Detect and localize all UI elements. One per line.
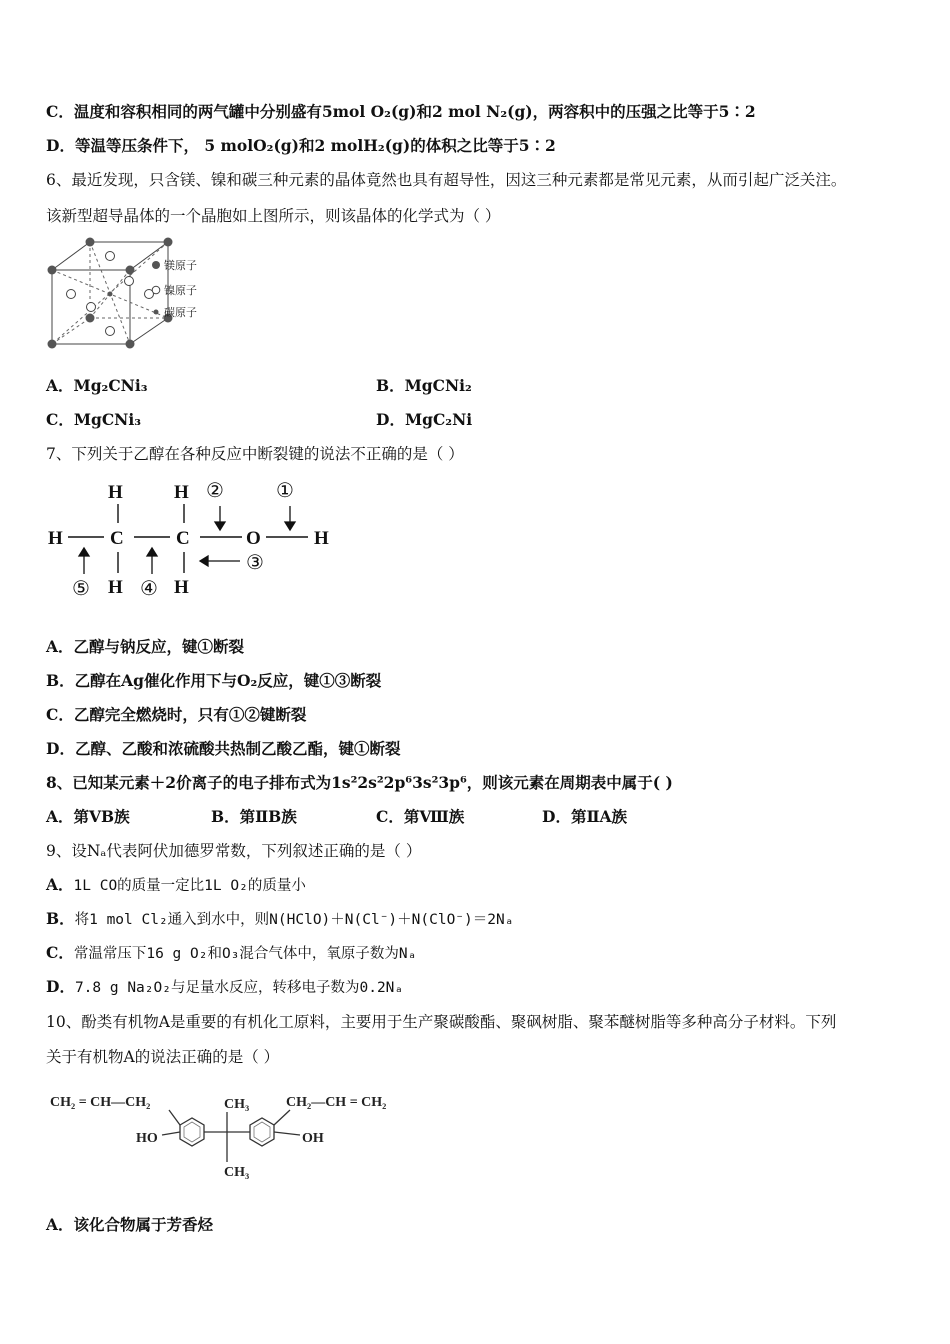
crystal-cell-figure — [40, 234, 210, 356]
option-text: 7.8 g Na₂O₂与足量水反应，转移电子数为0.2Nₐ — [74, 980, 404, 996]
q10-stem-line1: 10、酚类有机物A是重要的有机化工原料，主要用于生产聚碳酸酯、聚砜树脂、聚苯醚树脂等多种高分子材料。下列 — [46, 1013, 837, 1031]
q6-stem-line2: 该新型超导晶体的一个晶胞如上图所示，则该晶体的化学式为（ ） — [46, 207, 501, 225]
q8-option-d — [542, 807, 627, 827]
q9-option-c — [46, 943, 416, 964]
option-label: D． — [46, 739, 75, 758]
option-label: A． — [46, 807, 74, 826]
atom-h-top-left: H — [108, 482, 123, 503]
q9-option-b — [46, 909, 513, 930]
option-text: MgC₂Ni — [404, 410, 473, 429]
q5-option-c — [46, 102, 756, 122]
option-label: B． — [46, 671, 75, 690]
left-hydroxyl: HO — [136, 1131, 158, 1146]
bond-label-3: ③ — [246, 552, 264, 574]
option-text: MgCNi₃ — [73, 410, 142, 429]
option-label: A． — [46, 1215, 74, 1234]
mg-atom — [126, 266, 135, 275]
q6-option-b — [376, 376, 472, 396]
option-text: 常温常压下16 g O₂和O₃混合气体中，氧原子数为Nₐ — [73, 946, 417, 962]
q8-option-c — [376, 807, 464, 827]
q6-option-c — [46, 410, 141, 430]
legend-ni: 镍原子 — [164, 285, 197, 297]
legend-mg: 镁原子 — [164, 260, 197, 272]
q6-option-d — [376, 410, 472, 430]
atom-h-right: H — [314, 528, 329, 549]
bond-label-4: ④ — [140, 578, 158, 600]
bond-label-2: ② — [206, 480, 224, 502]
mg-atom — [126, 340, 135, 349]
option-text: 乙醇完全燃烧时，只有①②键断裂 — [73, 705, 307, 724]
atom-h-left: H — [48, 528, 63, 549]
option-text: 第ⅡA族 — [570, 807, 628, 826]
q7-option-c — [46, 705, 306, 725]
option-label: C． — [376, 807, 404, 826]
option-text: Mg₂CNi₃ — [73, 376, 148, 395]
right-hydroxyl: OH — [302, 1131, 324, 1146]
q7-option-d — [46, 739, 400, 759]
option-text: 该化合物属于芳香烃 — [73, 1215, 214, 1234]
option-label: A． — [46, 875, 74, 894]
option-label: C． — [46, 943, 74, 962]
c-atom — [108, 292, 113, 297]
q6-stem-line1: 6、最近发现，只含镁、镍和碳三种元素的晶体竟然也具有超导性，因这三种元素都是常见元素，从而引起广泛关注。 — [46, 171, 847, 189]
option-label: B． — [376, 376, 405, 395]
mg-atom — [86, 314, 95, 323]
mg-atom — [164, 238, 173, 247]
option-label: D． — [376, 410, 405, 429]
left-allyl-chain: CH₂ = CH—CH₂ — [50, 1095, 151, 1110]
q7-option-b — [46, 671, 381, 691]
mg-atom — [48, 266, 57, 275]
atom-h-top-right: H — [174, 482, 189, 503]
option-text: 第ⅤB族 — [73, 807, 130, 826]
q8-option-b — [211, 807, 297, 827]
q8-option-a — [46, 807, 130, 827]
option-label: C． — [46, 102, 74, 121]
q9-stem: 9、设Nₐ代表阿伏加德罗常数，下列叙述正确的是（ ） — [46, 842, 422, 860]
q9-option-d — [46, 977, 403, 998]
q5-option-d — [46, 136, 556, 156]
q7-option-a — [46, 637, 244, 657]
atom-o: O — [246, 528, 261, 549]
bond-label-1: ① — [276, 480, 294, 502]
mg-atom — [86, 238, 95, 247]
ni-atom — [106, 327, 115, 336]
option-text: MgCNi₂ — [404, 376, 472, 395]
option-label: A． — [46, 376, 74, 395]
atom-c2: C — [176, 528, 190, 549]
option-label: C． — [46, 705, 74, 724]
option-label: A． — [46, 637, 74, 656]
bond-label-5: ⑤ — [72, 578, 90, 600]
option-text: 温度和容积相同的两气罐中分别盛有5mol O₂(g)和2 mol N₂(g)，两容积中的压强之比等于5∶2 — [73, 102, 756, 121]
option-text: 将1 mol Cl₂通入到水中，则N(HClO)＋N(Cl⁻)＋N(ClO⁻)＝2Nₐ — [74, 912, 514, 928]
top-methyl: CH₃ — [224, 1097, 250, 1112]
q6-option-a — [46, 376, 148, 396]
q7-stem: 7、下列关于乙醇在各种反应中断裂键的说法不正确的是（ ） — [46, 445, 464, 463]
right-allyl-chain: CH₂—CH = CH₂ — [286, 1095, 387, 1110]
option-label: B． — [211, 807, 240, 826]
atom-c1: C — [110, 528, 124, 549]
legend-c: 碳原子 — [164, 307, 197, 319]
ni-atom — [67, 290, 76, 299]
bottom-methyl: CH₃ — [224, 1165, 250, 1180]
q8-stem: 8、已知某元素＋2价离子的电子排布式为1s²2s²2p⁶3s²3p⁶，则该元素在周期表中属于( ) — [46, 773, 673, 792]
option-text: 乙醇与钠反应，键①断裂 — [73, 637, 245, 656]
q10-stem-line2: 关于有机物A的说法正确的是（ ） — [46, 1048, 280, 1066]
option-label: D． — [46, 136, 75, 155]
ethanol-structure — [44, 474, 344, 604]
option-label: C． — [46, 410, 74, 429]
option-label: B． — [46, 909, 75, 928]
option-text: 1L CO的质量一定比1L O₂的质量小 — [73, 878, 306, 894]
ni-atom — [125, 277, 134, 286]
atom-h-bottom-right: H — [174, 577, 189, 598]
option-text: 乙醇、乙酸和浓硫酸共热制乙酸乙酯，键①断裂 — [74, 739, 401, 758]
organic-a-structure — [44, 1084, 434, 1184]
option-text: 乙醇在Ag催化作用下与O₂反应，键①③断裂 — [74, 671, 382, 690]
atom-h-bottom-left: H — [108, 577, 123, 598]
option-label: D． — [46, 977, 75, 996]
q9-option-a — [46, 875, 306, 896]
q10-option-a — [46, 1215, 213, 1235]
ni-atom — [87, 303, 96, 312]
mg-atom — [48, 340, 57, 349]
option-text: 等温等压条件下， 5 molO₂(g)和2 molH₂(g)的体积之比等于5∶2 — [74, 136, 556, 155]
option-label: D． — [542, 807, 571, 826]
ni-atom — [106, 252, 115, 261]
option-text: 第Ⅷ族 — [403, 807, 465, 826]
option-text: 第ⅡB族 — [239, 807, 297, 826]
